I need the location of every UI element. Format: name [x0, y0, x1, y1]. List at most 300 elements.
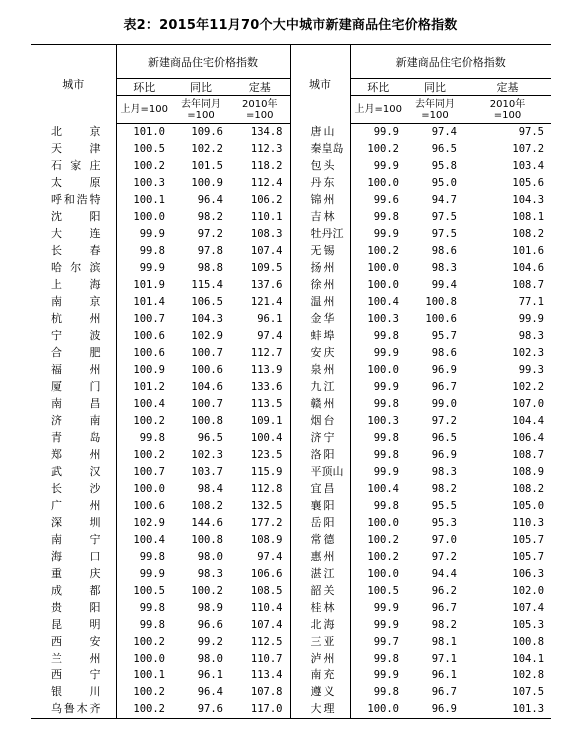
- yoy-cell-left: 98.4: [197, 482, 223, 495]
- table-row: [31, 345, 551, 362]
- city-cell-left: 武汉: [31, 463, 116, 480]
- yoy-cell-left: 100.9: [191, 177, 223, 190]
- city-cell-right: 常德: [290, 531, 350, 548]
- city-cell-left: 太原: [31, 175, 116, 192]
- city-cell-left: 上海: [31, 277, 116, 294]
- city-cell-right: 襄阳: [290, 497, 350, 514]
- yoy-cell-left: 96.4: [197, 194, 223, 207]
- table-row: [31, 226, 551, 243]
- fixed-cell-left: 106.2: [230, 192, 290, 209]
- city-cell-left: 成都: [31, 582, 116, 599]
- base-mom-right: 上月=100: [350, 96, 406, 124]
- yoy-cell-left: 98.2: [197, 211, 223, 224]
- city-cell-right: 平顶山: [290, 463, 350, 480]
- mom-cell-left: 101.2: [133, 381, 165, 394]
- city-cell-left: 福州: [31, 362, 116, 379]
- mom-cell-right: 100.0: [367, 364, 399, 377]
- mom-cell-left: 100.1: [133, 194, 165, 207]
- city-cell-right: 桂林: [290, 599, 350, 616]
- fixed-cell-right: 105.0: [512, 499, 545, 512]
- yoy-cell-right: 95.0: [431, 177, 457, 190]
- mom-cell-left: 101.4: [133, 296, 165, 309]
- city-cell-right: 包头: [290, 158, 350, 175]
- fixed-cell-right: 105.7: [512, 550, 545, 563]
- yoy-cell-left: 100.7: [191, 347, 223, 360]
- fixed-cell-right: 102.3: [512, 347, 545, 360]
- mom-cell-right: 100.3: [367, 414, 399, 427]
- col-fixed-left: 定基: [230, 79, 290, 96]
- yoy-cell-right: 96.1: [431, 669, 457, 682]
- fixed-cell-right: 104.6: [512, 262, 545, 275]
- fixed-cell-left: 100.4: [230, 429, 290, 446]
- fixed-cell-right: 99.9: [518, 313, 545, 326]
- fixed-cell-right: 99.3: [518, 364, 545, 377]
- mom-cell-left: 99.8: [139, 550, 165, 563]
- mom-cell-right: 100.0: [367, 567, 399, 580]
- yoy-cell-left: 104.3: [191, 313, 223, 326]
- table-row: [31, 684, 551, 701]
- yoy-cell-right: 96.5: [431, 431, 457, 444]
- fixed-cell-right: 105.7: [512, 533, 545, 546]
- fixed-cell-right: 101.3: [464, 701, 551, 718]
- fixed-cell-left: 108.5: [230, 582, 290, 599]
- city-cell-right: 岳阳: [290, 514, 350, 531]
- fixed-cell-right: 107.4: [512, 601, 545, 614]
- fixed-cell-right: 102.0: [512, 584, 545, 597]
- fixed-cell-left: 109.5: [230, 260, 290, 277]
- city-cell-right: 烟台: [290, 412, 350, 429]
- city-cell-left: 宁波: [31, 328, 116, 345]
- table-row: [31, 396, 551, 413]
- yoy-cell-left: 97.6: [172, 701, 230, 718]
- yoy-cell-left: 98.3: [197, 567, 223, 580]
- yoy-cell-left: 98.0: [197, 550, 223, 563]
- fixed-cell-left: 108.3: [230, 226, 290, 243]
- fixed-cell-right: 108.7: [512, 279, 545, 292]
- mom-cell-left: 100.5: [133, 143, 165, 156]
- fixed-cell-left: 137.6: [230, 277, 290, 294]
- city-cell-left: 昆明: [31, 616, 116, 633]
- mom-cell-right: 100.4: [367, 482, 399, 495]
- mom-cell-left: 100.2: [133, 448, 165, 461]
- table-row: [31, 429, 551, 446]
- city-cell-left: 大连: [31, 226, 116, 243]
- base-fixed-left: 2010年 =100: [230, 96, 290, 124]
- yoy-cell-left: 100.7: [191, 397, 223, 410]
- mom-cell-left: 100.7: [133, 465, 165, 478]
- mom-cell-left: 100.6: [133, 330, 165, 343]
- mom-cell-left: 100.2: [133, 160, 165, 173]
- city-cell-right: 北海: [290, 616, 350, 633]
- mom-cell-right: 99.8: [373, 330, 399, 343]
- yoy-cell-right: 95.8: [431, 160, 457, 173]
- mom-cell-right: 100.0: [367, 262, 399, 275]
- city-cell-right: 南充: [290, 667, 350, 684]
- city-cell-left: 南京: [31, 294, 116, 311]
- fixed-cell-left: 113.4: [230, 667, 290, 684]
- yoy-cell-right: 100.8: [425, 296, 457, 309]
- city-cell-right: 洛阳: [290, 446, 350, 463]
- yoy-cell-right: 97.1: [431, 652, 457, 665]
- base-yoy-right: 去年同月 =100: [406, 96, 464, 124]
- mom-cell-left: 100.0: [133, 211, 165, 224]
- city-cell-left: 青岛: [31, 429, 116, 446]
- fixed-cell-left: 113.9: [230, 362, 290, 379]
- mom-cell-left: 100.3: [133, 177, 165, 190]
- yoy-cell-left: 97.2: [197, 228, 223, 241]
- fixed-cell-left: 109.1: [230, 412, 290, 429]
- city-cell-right: 吉林: [290, 209, 350, 226]
- yoy-cell-right: 96.5: [431, 143, 457, 156]
- fixed-cell-left: 118.2: [230, 158, 290, 175]
- table-row: [31, 311, 551, 328]
- fixed-cell-left: 112.7: [230, 345, 290, 362]
- city-cell-right: 大理: [290, 701, 350, 718]
- yoy-cell-left: 102.3: [191, 448, 223, 461]
- mom-cell-right: 99.9: [373, 465, 399, 478]
- fixed-cell-right: 101.6: [512, 245, 545, 258]
- city-cell-right: 蚌埠: [290, 328, 350, 345]
- fixed-cell-right: 100.8: [512, 635, 545, 648]
- yoy-cell-left: 98.9: [197, 601, 223, 614]
- mom-cell-left: 100.4: [133, 397, 165, 410]
- city-header-left: 城市: [31, 45, 116, 124]
- mom-cell-left: 99.8: [139, 245, 165, 258]
- table-row: [31, 141, 551, 158]
- yoy-cell-right: 97.2: [431, 414, 457, 427]
- fixed-cell-right: 106.3: [512, 567, 545, 580]
- yoy-cell-left: 101.5: [191, 160, 223, 173]
- yoy-cell-right: 96.2: [431, 584, 457, 597]
- table-row: [31, 260, 551, 277]
- mom-cell-right: 99.8: [373, 448, 399, 461]
- table-row: [31, 294, 551, 311]
- mom-cell-left: 100.2: [116, 701, 172, 718]
- city-cell-left: 广州: [31, 497, 116, 514]
- yoy-cell-right: 97.2: [431, 550, 457, 563]
- table-row: [31, 480, 551, 497]
- city-cell-left: 南昌: [31, 396, 116, 413]
- city-cell-right: 济宁: [290, 429, 350, 446]
- yoy-cell-left: 96.4: [197, 686, 223, 699]
- mom-cell-left: 99.9: [139, 262, 165, 275]
- table-row: [31, 616, 551, 633]
- fixed-cell-left: 113.5: [230, 396, 290, 413]
- city-cell-left: 西宁: [31, 667, 116, 684]
- yoy-cell-right: 96.9: [406, 701, 464, 718]
- yoy-cell-left: 109.6: [191, 126, 223, 139]
- city-cell-right: 遵义: [290, 684, 350, 701]
- city-cell-right: 韶关: [290, 582, 350, 599]
- yoy-cell-right: 95.7: [431, 330, 457, 343]
- yoy-cell-right: 100.6: [425, 313, 457, 326]
- mom-cell-right: 99.6: [373, 194, 399, 207]
- mom-cell-left: 100.0: [133, 652, 165, 665]
- mom-cell-right: 99.9: [373, 381, 399, 394]
- mom-cell-right: 100.4: [367, 296, 399, 309]
- table-row: [31, 599, 551, 616]
- city-cell-right: 徐州: [290, 277, 350, 294]
- mom-cell-left: 101.0: [133, 126, 165, 139]
- city-cell-left: 乌鲁木齐: [31, 701, 116, 718]
- fixed-cell-right: 108.2: [512, 228, 545, 241]
- mom-cell-left: 99.8: [139, 431, 165, 444]
- table-row: [31, 412, 551, 429]
- city-cell-right: 安庆: [290, 345, 350, 362]
- table-row: [31, 701, 551, 718]
- fixed-cell-right: 105.6: [512, 177, 545, 190]
- table-row: [31, 277, 551, 294]
- yoy-cell-left: 144.6: [191, 516, 223, 529]
- city-cell-left: 厦门: [31, 379, 116, 396]
- table-row: [31, 158, 551, 175]
- city-cell-left: 贵阳: [31, 599, 116, 616]
- yoy-cell-right: 96.9: [431, 448, 457, 461]
- city-cell-left: 沈阳: [31, 209, 116, 226]
- yoy-cell-left: 98.0: [197, 652, 223, 665]
- index-group-header-right: 新建商品住宅价格指数: [350, 45, 551, 79]
- yoy-cell-right: 97.5: [431, 211, 457, 224]
- table-row: [31, 379, 551, 396]
- price-index-table: [31, 44, 551, 719]
- mom-cell-right: 100.0: [367, 516, 399, 529]
- mom-cell-left: 100.7: [133, 313, 165, 326]
- mom-cell-right: 99.8: [373, 686, 399, 699]
- yoy-cell-left: 100.2: [191, 584, 223, 597]
- mom-cell-right: 100.0: [350, 701, 406, 718]
- table-row: [31, 565, 551, 582]
- mom-cell-right: 100.0: [367, 279, 399, 292]
- fixed-cell-left: 123.5: [230, 446, 290, 463]
- mom-cell-right: 100.2: [367, 245, 399, 258]
- city-cell-right: 泸州: [290, 650, 350, 667]
- fixed-cell-left: 106.6: [230, 565, 290, 582]
- table-row: [31, 463, 551, 480]
- mom-cell-right: 99.9: [373, 669, 399, 682]
- fixed-cell-right: 106.4: [512, 431, 545, 444]
- city-cell-left: 济南: [31, 412, 116, 429]
- yoy-cell-left: 100.6: [191, 364, 223, 377]
- city-cell-left: 海口: [31, 548, 116, 565]
- fixed-cell-left: 112.3: [230, 141, 290, 158]
- city-cell-left: 哈尔滨: [31, 260, 116, 277]
- city-cell-left: 银川: [31, 684, 116, 701]
- yoy-cell-left: 96.6: [197, 618, 223, 631]
- yoy-cell-left: 102.9: [191, 330, 223, 343]
- city-cell-left: 呼和浩特: [31, 192, 116, 209]
- city-cell-right: 九江: [290, 379, 350, 396]
- mom-cell-right: 99.7: [373, 635, 399, 648]
- yoy-cell-right: 97.5: [431, 228, 457, 241]
- city-cell-right: 惠州: [290, 548, 350, 565]
- fixed-cell-left: 110.1: [230, 209, 290, 226]
- table-row: [31, 446, 551, 463]
- table-row: [31, 582, 551, 599]
- yoy-cell-right: 98.3: [431, 465, 457, 478]
- yoy-cell-right: 97.4: [431, 126, 457, 139]
- mom-cell-left: 102.9: [133, 516, 165, 529]
- mom-cell-left: 101.9: [133, 279, 165, 292]
- base-fixed-right: 2010年 =100: [464, 96, 551, 124]
- mom-cell-left: 100.6: [133, 499, 165, 512]
- table-row: [31, 328, 551, 345]
- fixed-cell-left: 107.8: [230, 684, 290, 701]
- city-cell-right: 泉州: [290, 362, 350, 379]
- mom-cell-right: 99.8: [373, 499, 399, 512]
- mom-cell-left: 100.2: [133, 635, 165, 648]
- city-header-right: 城市: [290, 45, 350, 124]
- yoy-cell-right: 98.2: [431, 482, 457, 495]
- table-row: [31, 175, 551, 192]
- table-row: [31, 192, 551, 209]
- fixed-cell-right: 108.7: [512, 448, 545, 461]
- city-cell-left: 南宁: [31, 531, 116, 548]
- city-cell-left: 西安: [31, 633, 116, 650]
- mom-cell-right: 100.2: [367, 550, 399, 563]
- fixed-cell-right: 102.2: [512, 381, 545, 394]
- yoy-cell-left: 115.4: [191, 279, 223, 292]
- yoy-cell-left: 97.8: [197, 245, 223, 258]
- mom-cell-right: 99.9: [373, 601, 399, 614]
- fixed-cell-right: 97.5: [518, 126, 545, 139]
- city-cell-left: 北京: [31, 124, 116, 141]
- mom-cell-left: 99.8: [139, 601, 165, 614]
- fixed-cell-left: 112.5: [230, 633, 290, 650]
- yoy-cell-right: 94.7: [431, 194, 457, 207]
- mom-cell-left: 100.9: [133, 364, 165, 377]
- yoy-cell-left: 96.1: [197, 669, 223, 682]
- col-mom-left: 环比: [116, 79, 172, 96]
- fixed-cell-right: 108.1: [512, 211, 545, 224]
- city-cell-right: 赣州: [290, 396, 350, 413]
- city-cell-left: 长春: [31, 243, 116, 260]
- mom-cell-right: 100.2: [367, 143, 399, 156]
- mom-cell-left: 100.5: [133, 584, 165, 597]
- yoy-cell-right: 95.3: [431, 516, 457, 529]
- yoy-cell-left: 100.8: [191, 414, 223, 427]
- table-body: [31, 124, 551, 719]
- base-mom-left: 上月=100: [116, 96, 172, 124]
- mom-cell-left: 100.2: [133, 686, 165, 699]
- table-row: [31, 497, 551, 514]
- mom-cell-left: 100.0: [133, 482, 165, 495]
- yoy-cell-right: 98.6: [431, 245, 457, 258]
- col-fixed-right: 定基: [464, 79, 551, 96]
- fixed-cell-right: 103.4: [512, 160, 545, 173]
- mom-cell-left: 100.6: [133, 347, 165, 360]
- mom-cell-right: 99.8: [373, 652, 399, 665]
- mom-cell-right: 100.0: [367, 177, 399, 190]
- city-cell-left: 兰州: [31, 650, 116, 667]
- col-yoy-right: 同比: [406, 79, 464, 96]
- yoy-cell-right: 95.5: [431, 499, 457, 512]
- mom-cell-left: 100.2: [133, 414, 165, 427]
- yoy-cell-right: 98.1: [431, 635, 457, 648]
- yoy-cell-left: 104.6: [191, 381, 223, 394]
- mom-cell-left: 99.9: [139, 228, 165, 241]
- fixed-cell-right: 105.3: [512, 618, 545, 631]
- yoy-cell-left: 100.8: [191, 533, 223, 546]
- city-cell-left: 重庆: [31, 565, 116, 582]
- fixed-cell-left: 97.4: [230, 548, 290, 565]
- city-cell-left: 郑州: [31, 446, 116, 463]
- table-row: [31, 531, 551, 548]
- yoy-cell-left: 108.2: [191, 499, 223, 512]
- col-yoy-left: 同比: [172, 79, 230, 96]
- mom-cell-left: 99.8: [139, 618, 165, 631]
- yoy-cell-right: 99.4: [431, 279, 457, 292]
- fixed-cell-right: 108.9: [512, 465, 545, 478]
- fixed-cell-right: 107.5: [512, 686, 545, 699]
- fixed-cell-right: 104.1: [512, 652, 545, 665]
- mom-cell-right: 99.9: [373, 347, 399, 360]
- fixed-cell-right: 110.3: [512, 516, 545, 529]
- yoy-cell-right: 98.3: [431, 262, 457, 275]
- city-cell-right: 湛江: [290, 565, 350, 582]
- index-group-header-left: 新建商品住宅价格指数: [116, 45, 290, 79]
- yoy-cell-left: 106.5: [191, 296, 223, 309]
- fixed-cell-left: 112.8: [230, 480, 290, 497]
- yoy-cell-right: 99.0: [431, 397, 457, 410]
- fixed-cell-right: 98.3: [518, 330, 545, 343]
- city-cell-right: 温州: [290, 294, 350, 311]
- yoy-cell-right: 96.7: [431, 686, 457, 699]
- fixed-cell-left: 107.4: [230, 243, 290, 260]
- table-row: [31, 362, 551, 379]
- yoy-cell-right: 94.4: [431, 567, 457, 580]
- fixed-cell-left: 115.9: [230, 463, 290, 480]
- fixed-cell-left: 177.2: [230, 514, 290, 531]
- city-cell-right: 牡丹江: [290, 226, 350, 243]
- fixed-cell-left: 121.4: [230, 294, 290, 311]
- base-yoy-left: 去年同月 =100: [172, 96, 230, 124]
- mom-cell-right: 99.8: [373, 397, 399, 410]
- fixed-cell-left: 133.6: [230, 379, 290, 396]
- table-row: [31, 514, 551, 531]
- fixed-cell-left: 107.4: [230, 616, 290, 633]
- city-cell-right: 扬州: [290, 260, 350, 277]
- fixed-cell-right: 107.2: [512, 143, 545, 156]
- table-row: [31, 243, 551, 260]
- table-row: [31, 548, 551, 565]
- fixed-cell-left: 112.4: [230, 175, 290, 192]
- mom-cell-right: 99.9: [373, 160, 399, 173]
- table-row: [31, 650, 551, 667]
- city-cell-left: 长沙: [31, 480, 116, 497]
- table-row: [31, 209, 551, 226]
- city-cell-left: 杭州: [31, 311, 116, 328]
- col-mom-right: 环比: [350, 79, 406, 96]
- table-title: 表2：2015年11月70个大中城市新建商品住宅价格指数: [123, 18, 458, 33]
- city-cell-left: 石家庄: [31, 158, 116, 175]
- mom-cell-right: 99.8: [373, 431, 399, 444]
- fixed-cell-left: 134.8: [230, 124, 290, 141]
- city-cell-right: 三亚: [290, 633, 350, 650]
- city-cell-left: 天津: [31, 141, 116, 158]
- fixed-cell-left: 117.0: [230, 701, 290, 718]
- mom-cell-right: 100.5: [367, 584, 399, 597]
- mom-cell-right: 99.9: [373, 228, 399, 241]
- city-cell-right: 宜昌: [290, 480, 350, 497]
- table-row: [31, 667, 551, 684]
- fixed-cell-left: 96.1: [230, 311, 290, 328]
- yoy-cell-right: 96.7: [431, 381, 457, 394]
- yoy-cell-right: 98.2: [431, 618, 457, 631]
- table-row: [31, 633, 551, 650]
- city-cell-left: 深圳: [31, 514, 116, 531]
- fixed-cell-left: 108.9: [230, 531, 290, 548]
- city-cell-right: 锦州: [290, 192, 350, 209]
